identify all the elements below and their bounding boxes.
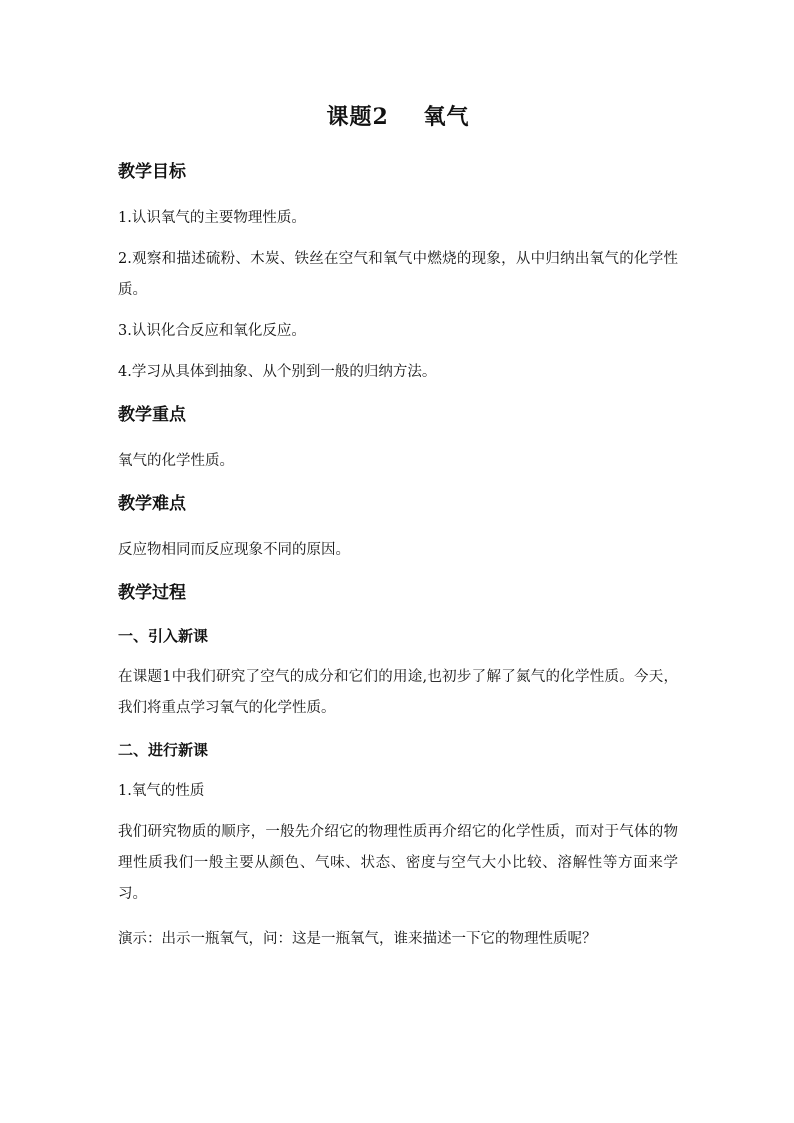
key-points-text: 氧气的化学性质。 <box>118 453 234 469</box>
objective-2: 2.观察和描述硫粉、木炭、铁丝在空气和氧气中燃烧的现象，从中归纳出氧气的化学性质。 <box>118 251 678 298</box>
heading-introduction: 一、引入新课 <box>118 627 209 645</box>
heading-difficulties: 教学难点 <box>118 494 186 514</box>
oxygen-properties-text: 我们研究物质的顺序，一般先介绍它的物理性质再介绍它的化学性质，而对于气体的物理性质我们一般主要从颜色、气味、状态、密度与空气大小比较、溶解性等方面来学习。 <box>118 824 678 902</box>
difficulties-text: 反应物相同而反应现象不同的原因。 <box>118 542 350 558</box>
document-content <box>118 100 678 969</box>
heading-key-points: 教学重点 <box>118 405 186 425</box>
subheading-oxygen-properties: 1.氧气的性质 <box>118 783 205 799</box>
heading-new-lesson: 二、进行新课 <box>118 741 209 759</box>
demonstration-text: 演示：出示一瓶氧气，问：这是一瓶氧气，谁来描述一下它的物理性质呢？ <box>118 931 597 947</box>
objective-1: 1.认识氧气的主要物理性质。 <box>118 210 306 226</box>
objective-4: 4.学习从具体到抽象、从个别到一般的归纳方法。 <box>118 364 437 380</box>
introduction-text: 在课题1中我们研究了空气的成分和它们的用途,也初步了解了氮气的化学性质。今天，我们将重点学习氧气的化学性质。 <box>118 669 678 716</box>
heading-process: 教学过程 <box>118 583 186 603</box>
objective-3: 3.认识化合反应和氧化反应。 <box>118 323 306 339</box>
heading-objectives: 教学目标 <box>118 162 186 182</box>
document-title: 课题2 氧气 <box>326 104 470 130</box>
